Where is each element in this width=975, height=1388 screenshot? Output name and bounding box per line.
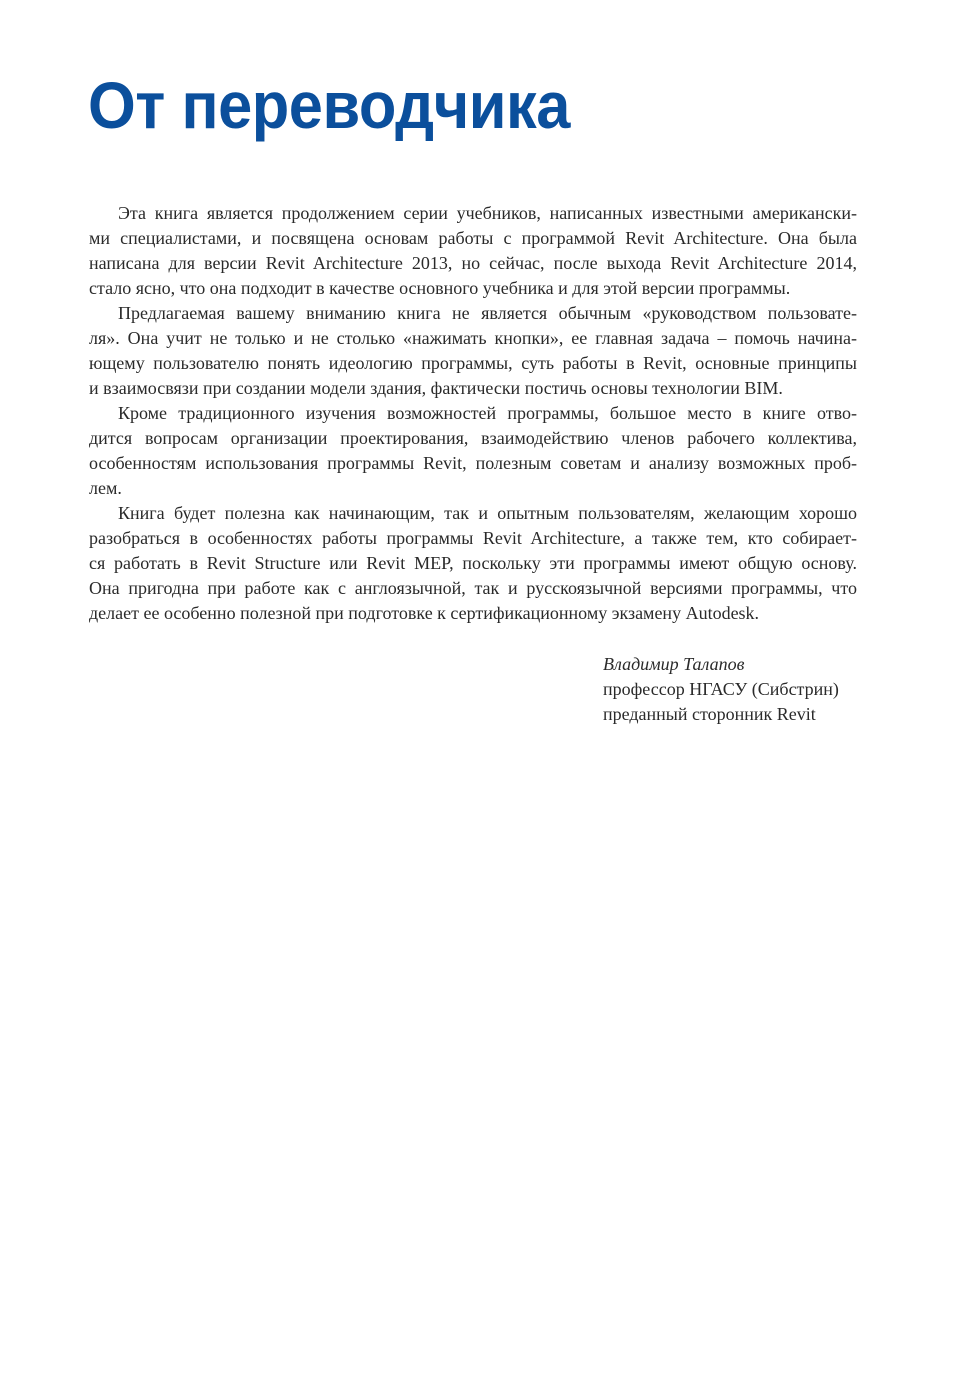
signature-block xyxy=(603,652,839,727)
text-line: Она пригодна при работе как с англоязычной, так и русскоязычной версиями программы, что xyxy=(89,578,857,598)
text-line: ля». Она учит не только и не столько «нажимать кнопки», ее главная задача – помочь начина- xyxy=(89,328,857,348)
text-line: ми специалистами, и посвящена основам работы с программой Revit Architecture. Она была xyxy=(89,228,857,248)
text-line: дится вопросам организации проектирования, взаимодействию членов рабочего коллектива, xyxy=(89,428,857,448)
text-line: написана для версии Revit Architecture 2013, но сейчас, после выхода Revit Architecture 2014, xyxy=(89,253,857,273)
text-line: Эта книга является продолжением серии учебников, написанных известными американски- xyxy=(118,203,857,223)
text-line: и взаимосвязи при создании модели здания, фактически постичь основы технологии BIM. xyxy=(89,378,783,398)
signature-position: профессор НГАСУ (Сибстрин) xyxy=(603,679,839,699)
page-title: От переводчика xyxy=(88,68,570,142)
text-line: Кроме традиционного изучения возможностей программы, большое место в книге отво- xyxy=(118,403,857,423)
text-line: делает ее особенно полезной при подготовке к сертификационному экзамену Autodesk. xyxy=(89,603,760,623)
body-text xyxy=(89,201,857,626)
signature-note: преданный сторонник Revit xyxy=(603,704,816,724)
text-line: особенностям использования программы Revit, полезным советам и анализу возможных проб- xyxy=(89,453,857,473)
text-line: ся работать в Revit Structure или Revit MEP, поскольку эти программы имеют общую основу. xyxy=(89,553,857,573)
text-line: лем. xyxy=(89,478,122,498)
text-line: Книга будет полезна как начинающим, так и опытным пользователям, желающим хорошо xyxy=(118,503,857,523)
text-line: разобраться в особенностях работы программы Revit Architecture, а также тем, кто собирает- xyxy=(89,528,857,548)
text-line: ющему пользователю понять идеологию программы, суть работы в Revit, основные принципы xyxy=(89,353,857,373)
text-line: стало ясно, что она подходит в качестве основного учебника и для этой версии программы. xyxy=(89,278,791,298)
text-line: Предлагаемая вашему вниманию книга не является обычным «руководством пользовате- xyxy=(118,303,857,323)
signature-name: Владимир Талапов xyxy=(603,654,745,674)
